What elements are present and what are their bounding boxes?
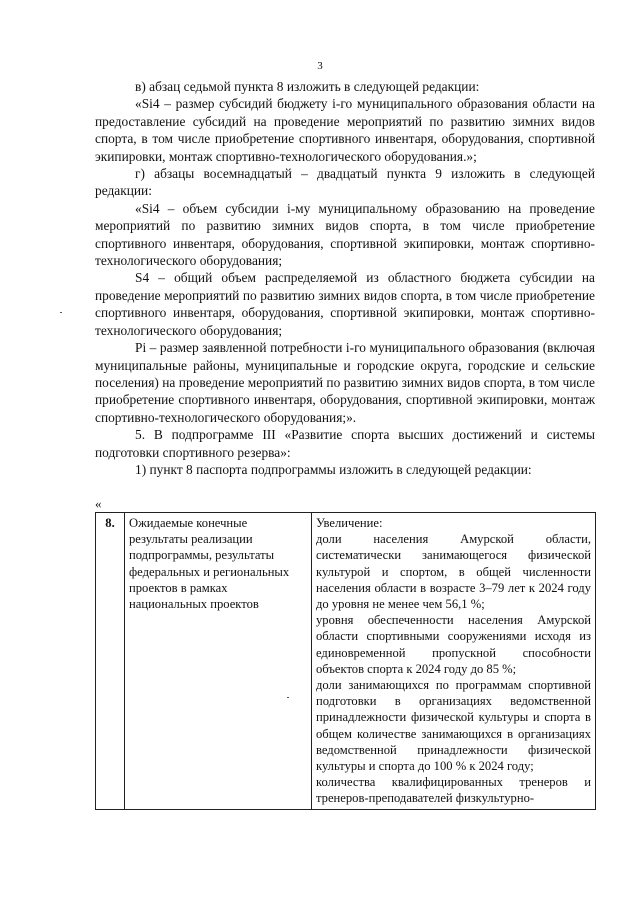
table-row: [96, 513, 596, 810]
value-line: доли занимающихся по программам спортивной подготовки в организациях ведомственной принадлежности физической культуры и спорта в общем количестве занимающихся в организациях ведомственной принадлежности физической культуры и спорта до 100 % к 2024 году;: [316, 678, 591, 774]
paragraph: г) абзацы восемнадцатый – двадцатый пункта 9 изложить в следующей редакции:: [95, 166, 595, 199]
value-line: количества квалифицированных тренеров и тренеров-преподавателей физкультурно-: [316, 775, 591, 806]
paragraph: 1) пункт 8 паспорта подпрограммы изложить в следующей редакции:: [135, 461, 532, 477]
scan-speck: [287, 697, 289, 698]
paragraph: 5. В подпрограмме III «Развитие спорта высших достижений и системы подготовки спортивного резерва»:: [95, 427, 595, 460]
body-text: [95, 78, 595, 478]
scan-speck: [60, 312, 62, 313]
paragraph: «Si4 – объем субсидии i-му муниципальному образованию на проведение мероприятий по развитию зимних видов спорта, в том числе приобретение спортивного инвентаря, оборудования, спортивной экипировки, монтаж спортивно-технологического оборудования;: [95, 200, 595, 269]
passport-table: [95, 512, 596, 810]
row-value-cell: [312, 513, 596, 810]
row-label-cell: Ожидаемые конечные результаты реализации подпрограммы, результаты федеральных и региональных проектов в рамках национальных проектов: [125, 513, 312, 810]
paragraph: S4 – общий объем распределяемой из областного бюджета субсидии на проведение мероприятий по развитию зимних видов спорта, в том числе приобретение спортивного инвентаря, оборудования, спортивной экипировки, монтаж спортивно-технологического оборудования;: [95, 270, 595, 338]
opening-quote: «: [95, 496, 102, 511]
paragraph: «Si4 – размер субсидий бюджету i-го муниципального образования области на предоставление субсидий на проведение мероприятий по развитию зимних видов спорта, в том числе приобретение спортивного инвентаря, оборудования, спортивной экипировки, монтаж спортивно-технологического оборудования.»;: [95, 96, 595, 164]
row-number-cell: 8.: [96, 513, 125, 810]
value-line: уровня обеспеченности населения Амурской области спортивными сооружениями исходя из единовременной пропускной способности объектов спорта к 2024 году до 85 %;: [316, 613, 591, 676]
paragraph: Pi – размер заявленной потребности i-го муниципального образования (включая муниципальные районы, муниципальные и городские округа, городские и сельские поселения) на проведение мероприятий по развитию зимних видов спорта, в том числе приобретение спортивного инвентаря, оборудования, спортивной экипировки, монтаж спортивно-технологического оборудования;».: [95, 340, 595, 425]
page-number: 3: [317, 60, 323, 72]
paragraph: в) абзац седьмой пункта 8 изложить в следующей редакции:: [135, 79, 480, 94]
value-line: доли населения Амурской области, систематически занимающегося физической культурой и спортом, в общей численности населения области в возрасте 3–79 лет к 2024 году до уровня не менее чем 56,1 %;: [316, 532, 591, 612]
value-line: Увеличение:: [316, 516, 383, 530]
